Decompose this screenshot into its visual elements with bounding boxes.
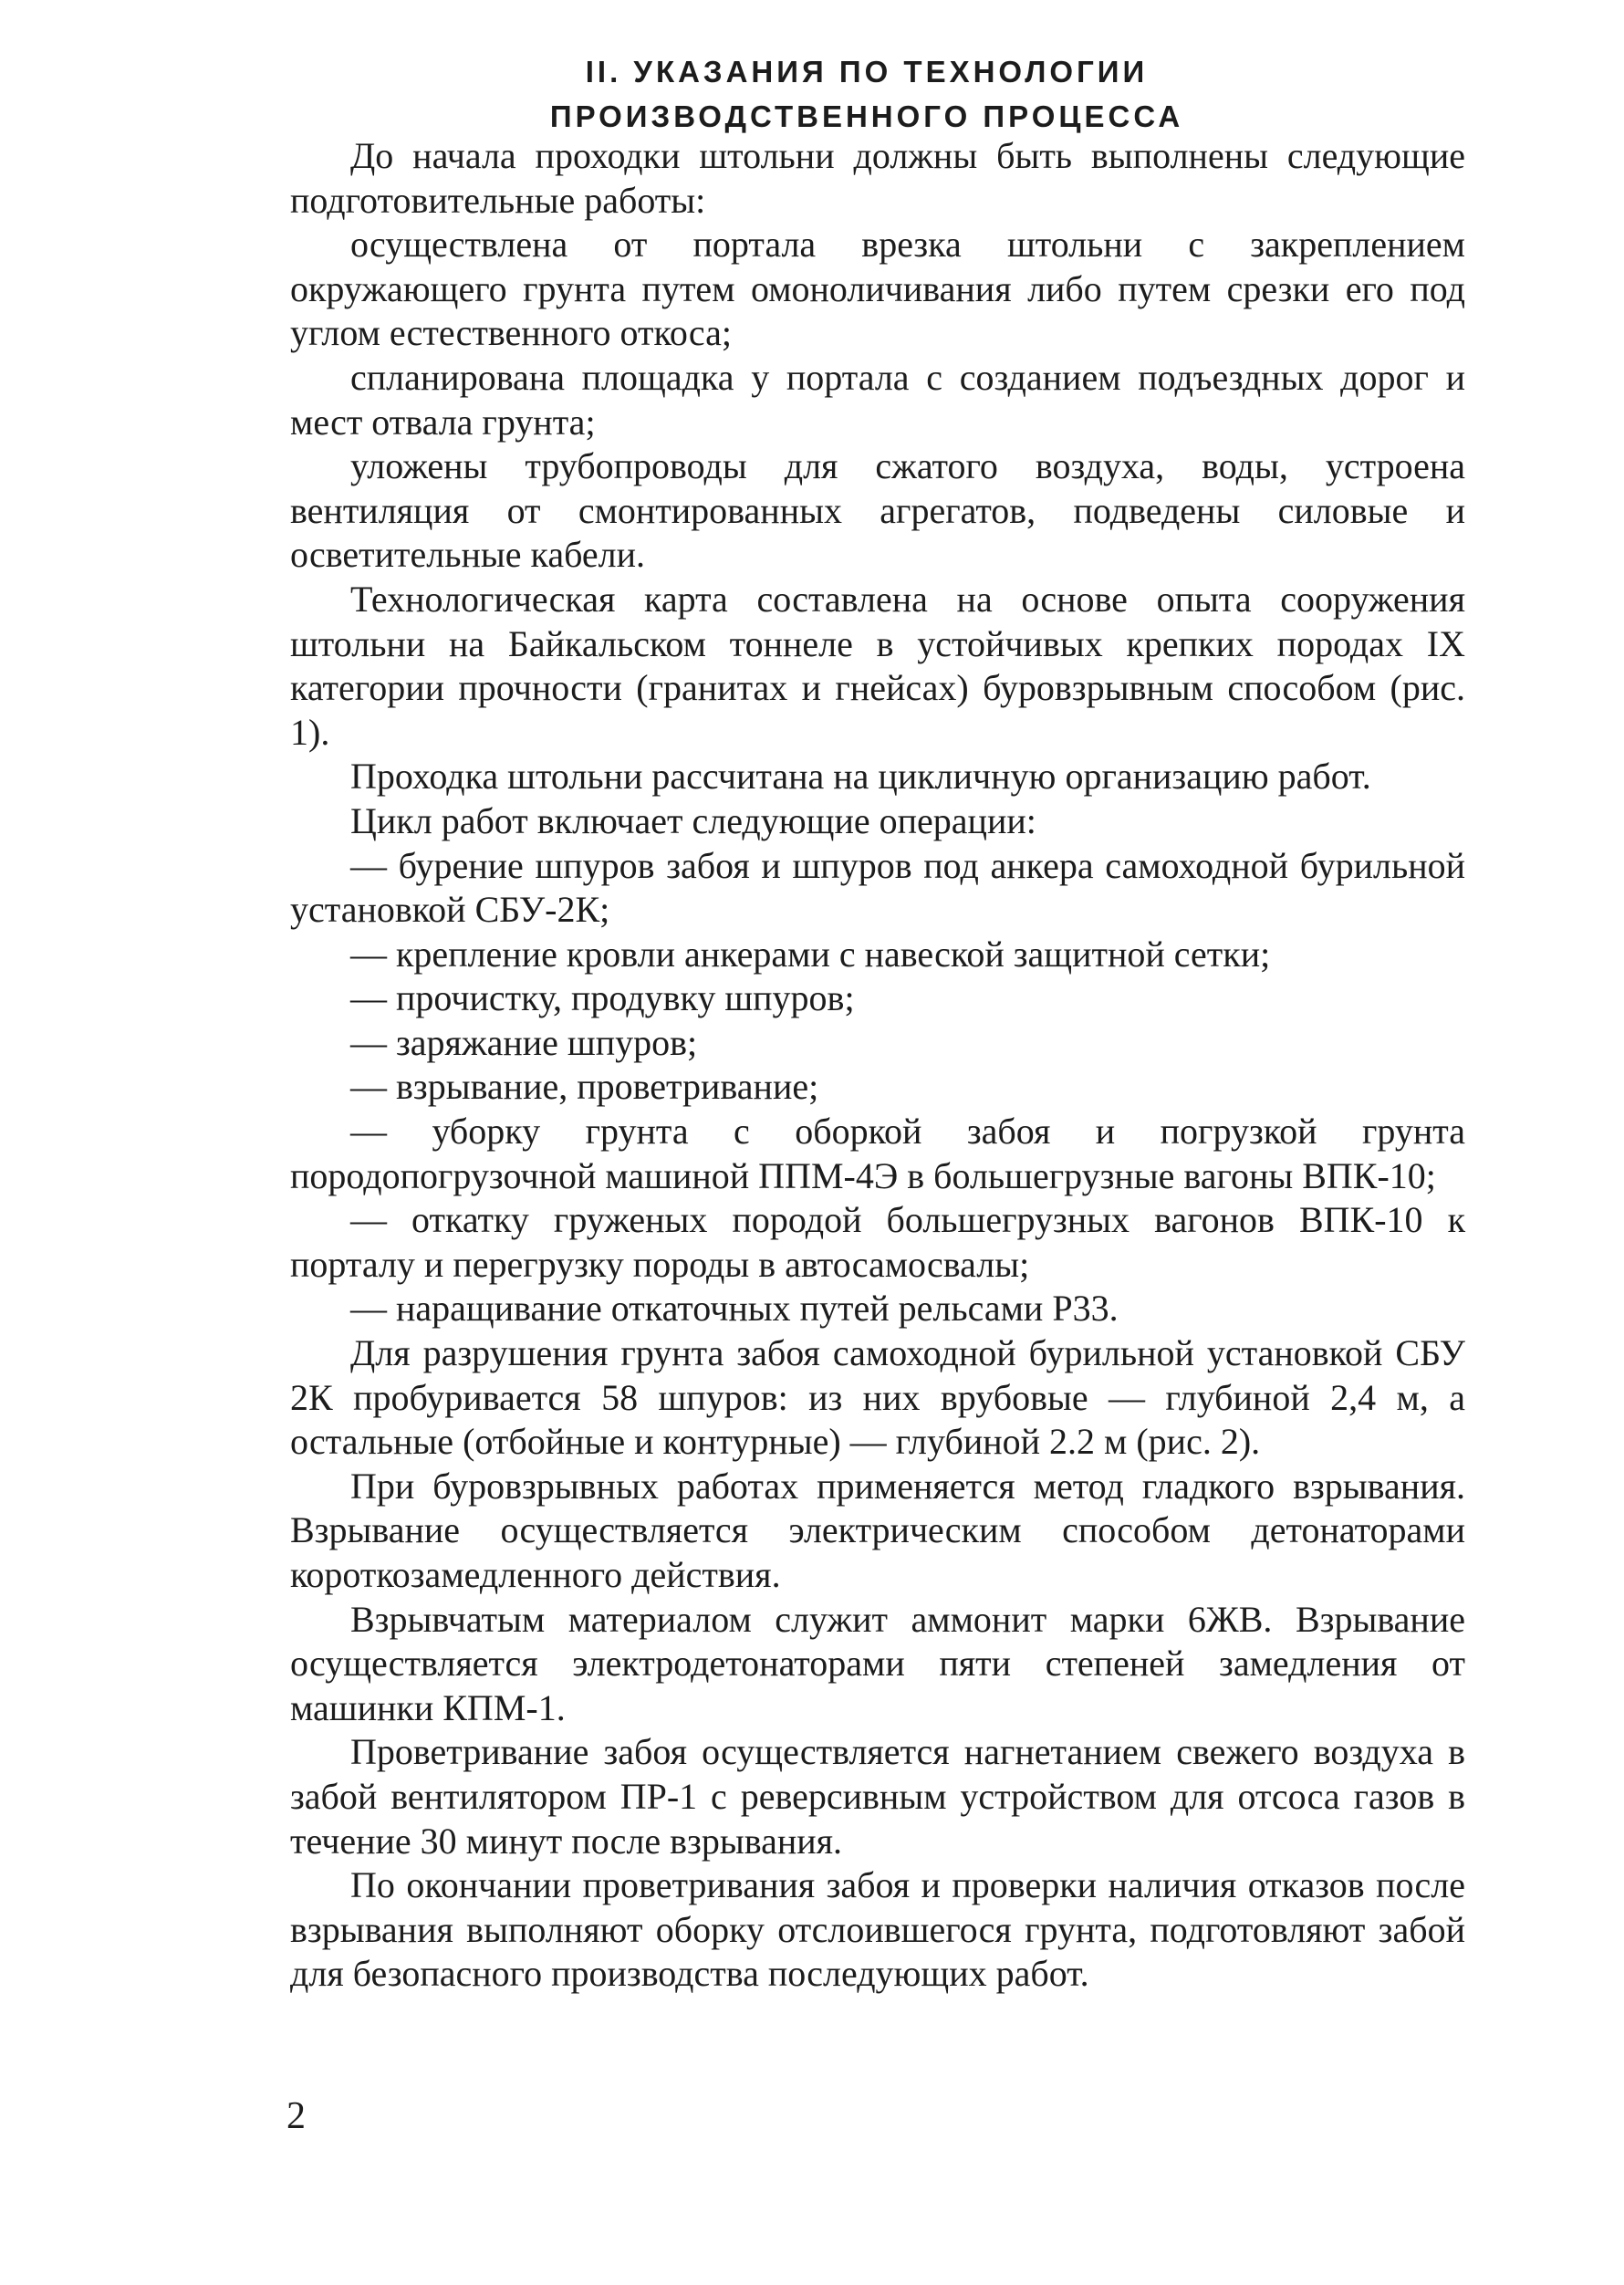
paragraph-smooth-blasting: При буровзрывных работах применяется метод гладкого взрывания. Взрывание осуществляется электрическим способом детонаторами короткозамедленного действия. [290,1465,1465,1595]
paragraph-cyclic-organization: Проходка штольни рассчитана на цикличную организацию работ. [350,756,1371,798]
list-item-cleaning: — прочистку, продувку шпуров; [350,977,855,1019]
paragraph-portal-cut: осуществлена от портала врезка штольни с закреплением окружающего грунта путем омоноличивания либо путем срезки его под углом естественного откоса; [290,224,1465,354]
list-item-drilling: — бурение шпуров забоя и шпуров под анкера самоходной бурильной установкой СБУ-2К; [290,844,1465,931]
section-heading-line-2: ПРОИЗВОДСТВЕННОГО ПРОЦЕССА [549,99,1184,133]
paragraph-intro: До начала проходки штольни должны быть выполнены следующие подготовительные работы: [290,135,1465,221]
paragraph-explosives: Взрывчатым материалом служит аммонит марки 6ЖВ. Взрывание осуществляется электродетонаторами пяти степеней замедления от машинки КПМ-1. [290,1598,1465,1728]
list-item-roof-bolting: — крепление кровли анкерами с навеской защитной сетки; [350,933,1271,975]
list-item-haulage: — откатку груженых породой большегрузных вагонов ВПК-10 к порталу и перегрузку породы в автосамосвалы; [290,1199,1465,1285]
list-item-blasting: — взрывание, проветривание; [350,1066,819,1108]
section-heading-line-1: II. УКАЗАНИЯ ПО ТЕХНОЛОГИИ [585,55,1149,89]
page-number: 2 [286,2095,306,2137]
paragraph-cycle-operations: Цикл работ включает следующие операции: [350,799,1036,841]
paragraph-tech-card: Технологическая карта составлена на основе опыта сооружения штольни на Байкальском тоннеле в устойчивых крепких породах IX категории прочности (гранитах и гнейсах) буровзрывным способом (рис. 1). [290,578,1465,753]
paragraph-ventilation: Проветривание забоя осуществляется нагнетанием свежего воздуха в забой вентилятором ПР-1 с реверсивным устройством для отсоса газов в течение 30 минут после взрывания. [290,1731,1465,1862]
paragraph-scaling: По окончании проветривания забоя и проверки наличия отказов после взрывания выполняют оборку отслоившегося грунта, подготовляют забой для безопасного производства последующих работ. [290,1864,1465,1995]
body-text [290,134,1465,1997]
list-item-track-extension: — наращивание откаточных путей рельсами Р33. [350,1288,1119,1330]
paragraph-drill-holes: Для разрушения грунта забоя самоходной бурильной установкой СБУ 2К пробуривается 58 шпуров: из них врубовые — глубиной 2,4 м, а остальные (отбойные и контурные) — глубиной 2.2 м (рис. 2). [290,1332,1465,1463]
paragraph-site-planning: спланирована площадка у портала с созданием подъездных дорог и мест отвала грунта; [290,356,1465,443]
section-heading [456,49,1277,139]
list-item-mucking: — уборку грунта с оборкой забоя и погрузкой грунта породопогрузочной машиной ППМ-4Э в большегрузные вагоны ВПК-10; [290,1111,1465,1196]
paragraph-pipelines: уложены трубопроводы для сжатого воздуха, воды, устроена вентиляция от смонтированных агрегатов, подведены силовые и осветительные кабели. [290,445,1465,576]
list-item-charging: — заряжание шпуров; [350,1021,698,1063]
